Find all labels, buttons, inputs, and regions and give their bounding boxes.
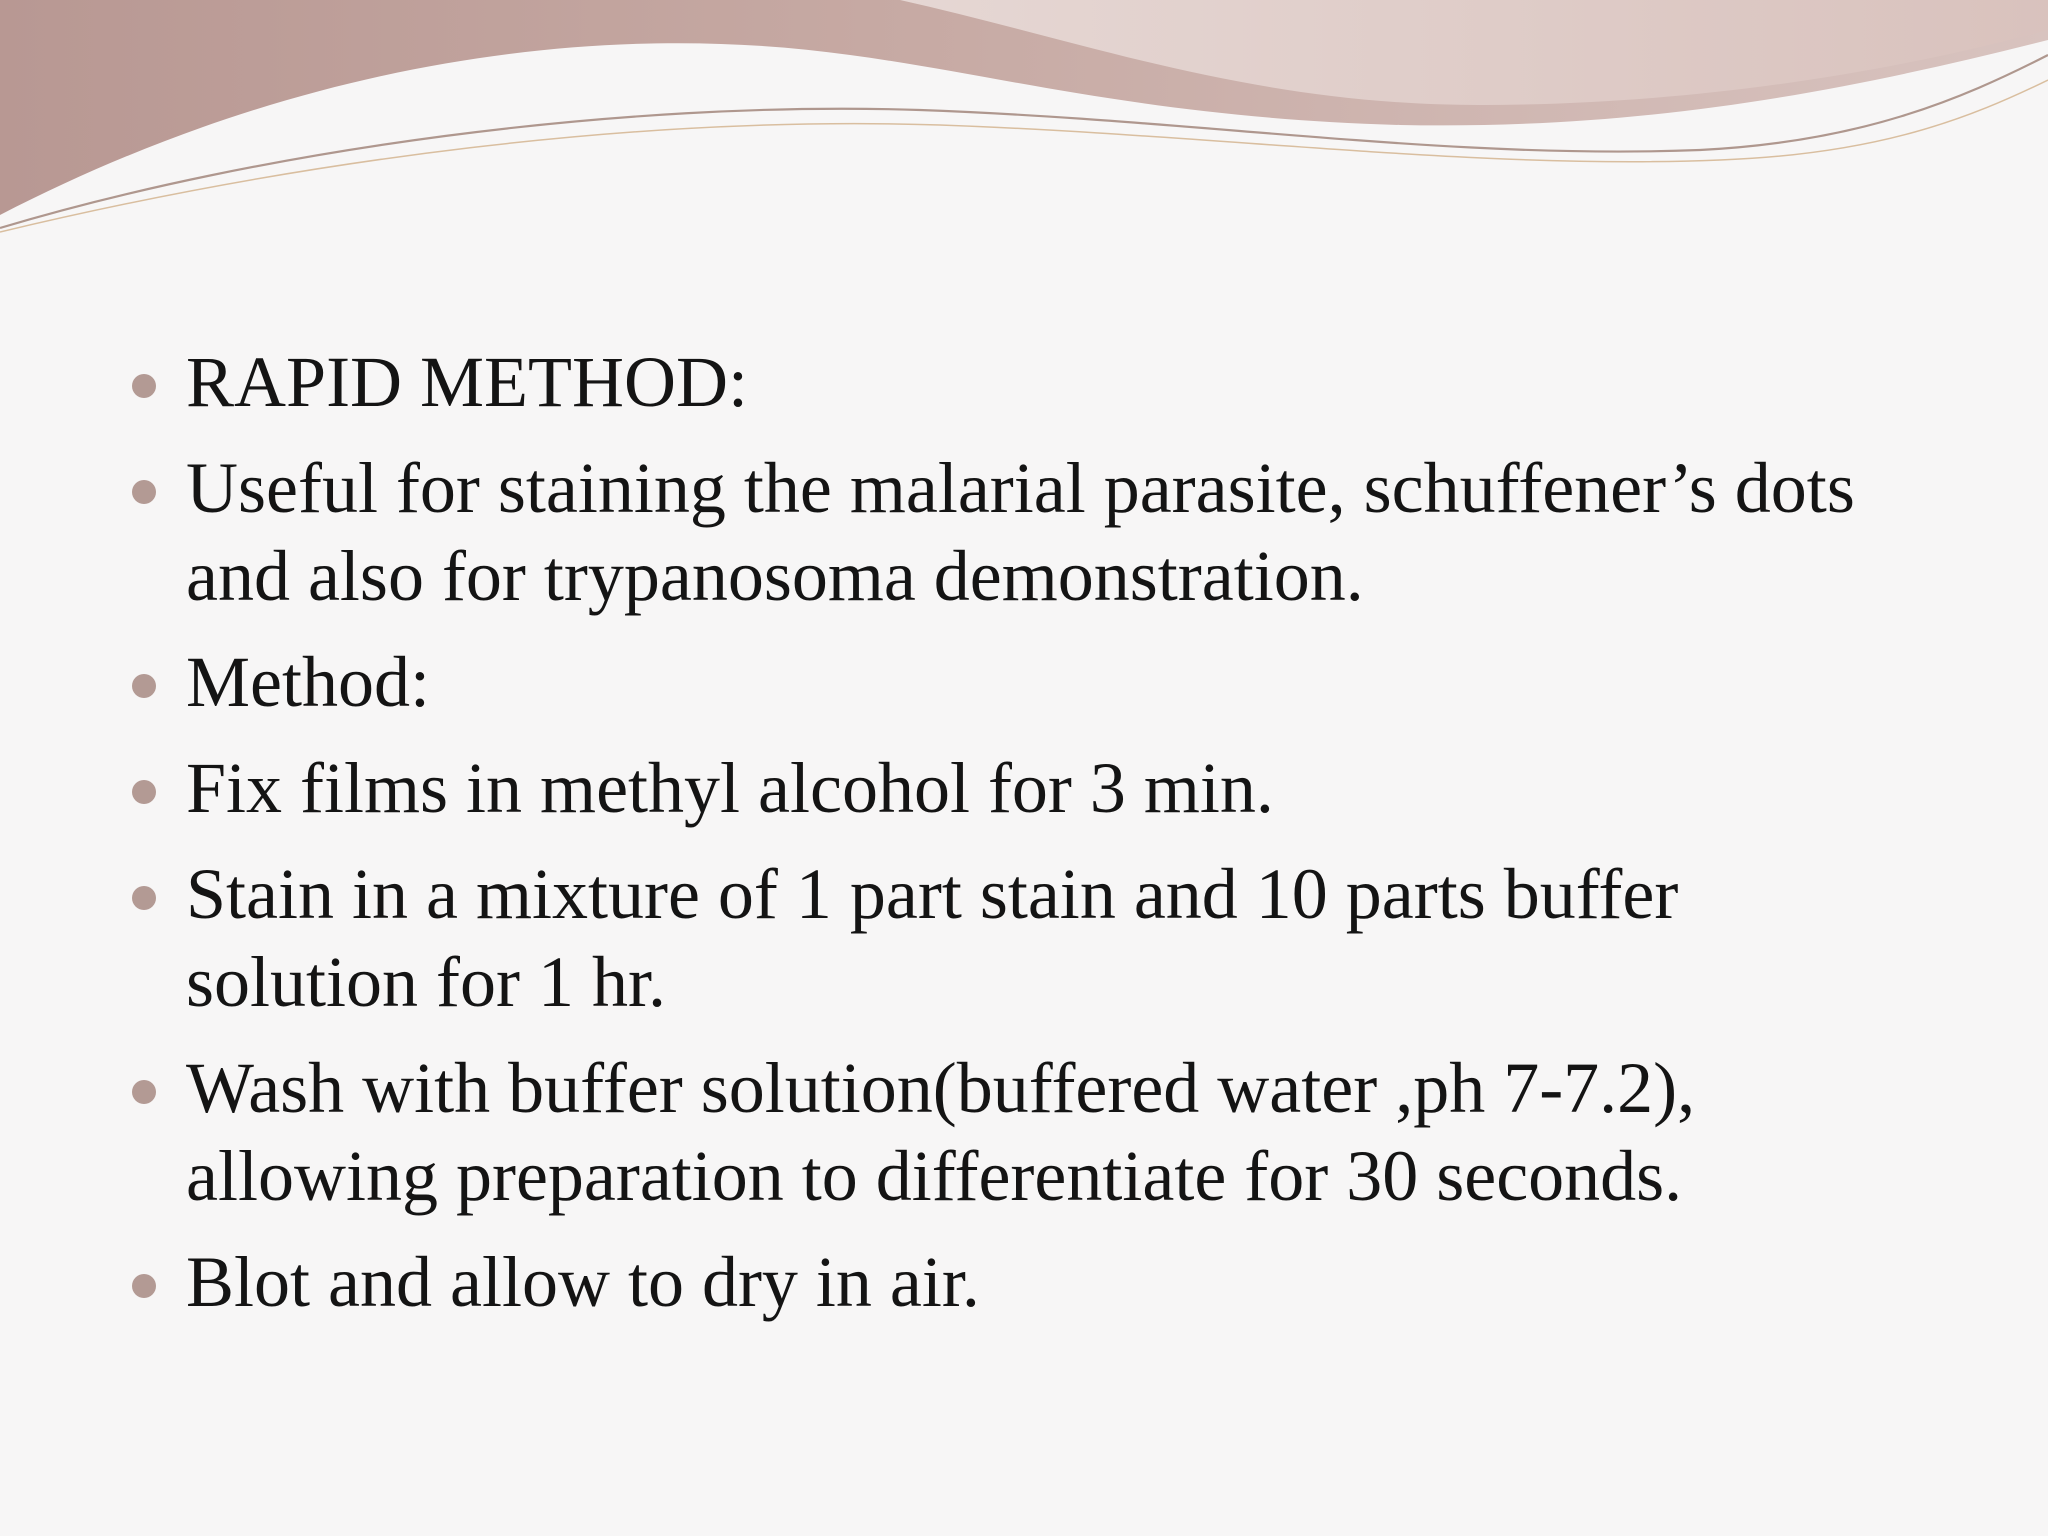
bullet-text: Useful for staining the malarial parasite, schuffener’s dots and also for trypanosoma demonstration. <box>186 448 1855 616</box>
bullet-text: Fix films in methyl alcohol for 3 min. <box>186 748 1274 828</box>
bullet-dot-icon <box>132 780 156 804</box>
bullet-dot-icon <box>132 480 156 504</box>
bullet-dot-icon <box>132 1080 156 1104</box>
bullet-text: Method: <box>186 642 430 722</box>
bullet-text: Blot and allow to dry in air. <box>186 1242 980 1322</box>
bullet-item <box>126 744 1926 832</box>
bullet-dot-icon <box>132 886 156 910</box>
bullet-text: Wash with buffer solution(buffered water ,ph 7-7.2), allowing preparation to differentiate for 30 seconds. <box>186 1048 1696 1216</box>
bullet-item <box>126 1044 1926 1220</box>
bullet-item <box>126 338 1926 426</box>
bullet-dot-icon <box>132 374 156 398</box>
bullet-item <box>126 850 1926 1026</box>
bullet-text: Stain in a mixture of 1 part stain and 10 parts buffer solution for 1 hr. <box>186 854 1679 1022</box>
bullet-dot-icon <box>132 674 156 698</box>
bullet-item <box>126 444 1926 620</box>
bullet-text: RAPID METHOD: <box>186 342 749 422</box>
bullet-list <box>126 338 1926 1344</box>
bullet-dot-icon <box>132 1274 156 1298</box>
header-wave-decoration <box>0 0 2048 240</box>
bullet-item <box>126 638 1926 726</box>
bullet-item <box>126 1238 1926 1326</box>
